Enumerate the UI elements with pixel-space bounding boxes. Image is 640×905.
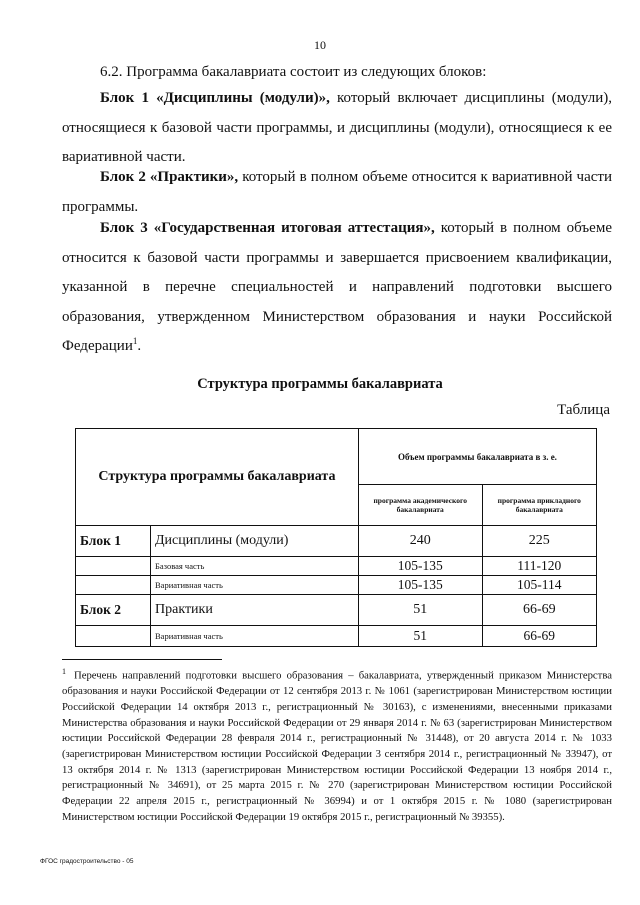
table-header-row xyxy=(76,429,597,485)
row-block-label xyxy=(76,576,151,595)
block-3-text: который в полном объеме относится к базовой части программы и завершается присвоением квалификации, указанной в перечне специальностей и направлений подготовки высшего образования, утвержденном Министерством образования и науки Российской Федерации xyxy=(62,220,612,354)
row-academic-value: 51 xyxy=(358,626,482,647)
row-academic-value: 105-135 xyxy=(358,557,482,576)
block-3-title: Блок 3 «Государственная итоговая аттестация», xyxy=(100,220,435,236)
table-row xyxy=(76,576,597,595)
block-1-text: который включает дисциплины (модули), относящиеся к базовой части программы, и дисциплины (модули), относящиеся к ее вариативной части. xyxy=(62,90,613,165)
block-3-paragraph xyxy=(62,214,612,362)
footnote-divider xyxy=(62,659,222,660)
table-row xyxy=(76,626,597,647)
footnote xyxy=(62,664,612,826)
row-name: Базовая часть xyxy=(151,557,359,576)
footnote-reference: 1 xyxy=(132,336,138,346)
header-academic: программа академического бакалавриата xyxy=(358,485,482,526)
row-name: Вариативная часть xyxy=(151,626,359,647)
block-1-paragraph xyxy=(62,84,612,173)
page-number: 10 xyxy=(314,38,326,52)
table-row xyxy=(76,526,597,557)
row-academic-value: 240 xyxy=(358,526,482,557)
row-academic-value: 105-135 xyxy=(358,576,482,595)
row-block-label xyxy=(76,626,151,647)
block-2-title: Блок 2 «Практики», xyxy=(100,169,239,185)
row-name: Вариативная часть xyxy=(151,576,359,595)
header-applied: программа прикладного бакалавриата xyxy=(482,485,596,526)
intro-line: 6.2. Программа бакалавриата состоит из следующих блоков: xyxy=(100,64,487,80)
row-academic-value: 51 xyxy=(358,595,482,626)
table-row xyxy=(76,557,597,576)
header-structure: Структура программы бакалавриата xyxy=(76,429,359,526)
row-block-label: Блок 1 xyxy=(76,526,151,557)
block-3-end: . xyxy=(137,338,142,354)
page-footer: ФГОС градостроительство - 05 xyxy=(40,858,134,865)
footnote-mark: 1 xyxy=(62,667,66,676)
program-structure-table xyxy=(75,428,597,647)
row-applied-value: 105-114 xyxy=(482,576,596,595)
row-applied-value: 66-69 xyxy=(482,626,596,647)
footnote-text: Перечень направлений подготовки высшего образования – бакалавриата, утвержденный приказом Министерства образования и науки Российской Федерации от 12 сентября 2013 г. № 1061 (зарегистрирован Министерством юстиции Российской Федерации 14 октября 2013 г., регистрационный № 30163), с изменениями, внесенными приказами Министерства образования и науки Российской Федерации от 29 января 2014 г. № 63 (зарегистрирован Министерством юстиции Российской Федерации 28 февраля 2014 г., регистрационный № 31448), от 20 августа 2014 г. № 1033 (зарегистрирован Министерством юстиции Российской Федерации 3 сентября 2014 г., регистрационный № 33947), от 13 октября 2014 г. № 1313 (зарегистрирован Министерством юстиции Российской Федерации 13 ноября 2014 г., регистрационный № 34691), от 25 марта 2015 г. № 270 (зарегистрирован Министерством юстиции Российской Федерации 22 апреля 2015 г., регистрационный № 36994) и от 1 октября 2015 г. № 1080 (зарегистрирован Министерством юстиции Российской Федерации 19 октября 2015 г., регистрационный № 39355). xyxy=(62,669,612,823)
table-row xyxy=(76,595,597,626)
header-volume: Объем программы бакалавриата в з. е. xyxy=(358,429,596,485)
row-applied-value: 111-120 xyxy=(482,557,596,576)
row-name: Практики xyxy=(151,595,359,626)
row-applied-value: 225 xyxy=(482,526,596,557)
block-1-title: Блок 1 «Дисциплины (модули)», xyxy=(100,90,330,106)
section-title: Структура программы бакалавриата xyxy=(197,376,443,392)
block-2-text: который в полном объеме относится к вариативной части программы. xyxy=(62,169,612,215)
row-block-label xyxy=(76,557,151,576)
row-applied-value: 66-69 xyxy=(482,595,596,626)
row-name: Дисциплины (модули) xyxy=(151,526,359,557)
row-block-label: Блок 2 xyxy=(76,595,151,626)
table-label: Таблица xyxy=(557,402,610,418)
